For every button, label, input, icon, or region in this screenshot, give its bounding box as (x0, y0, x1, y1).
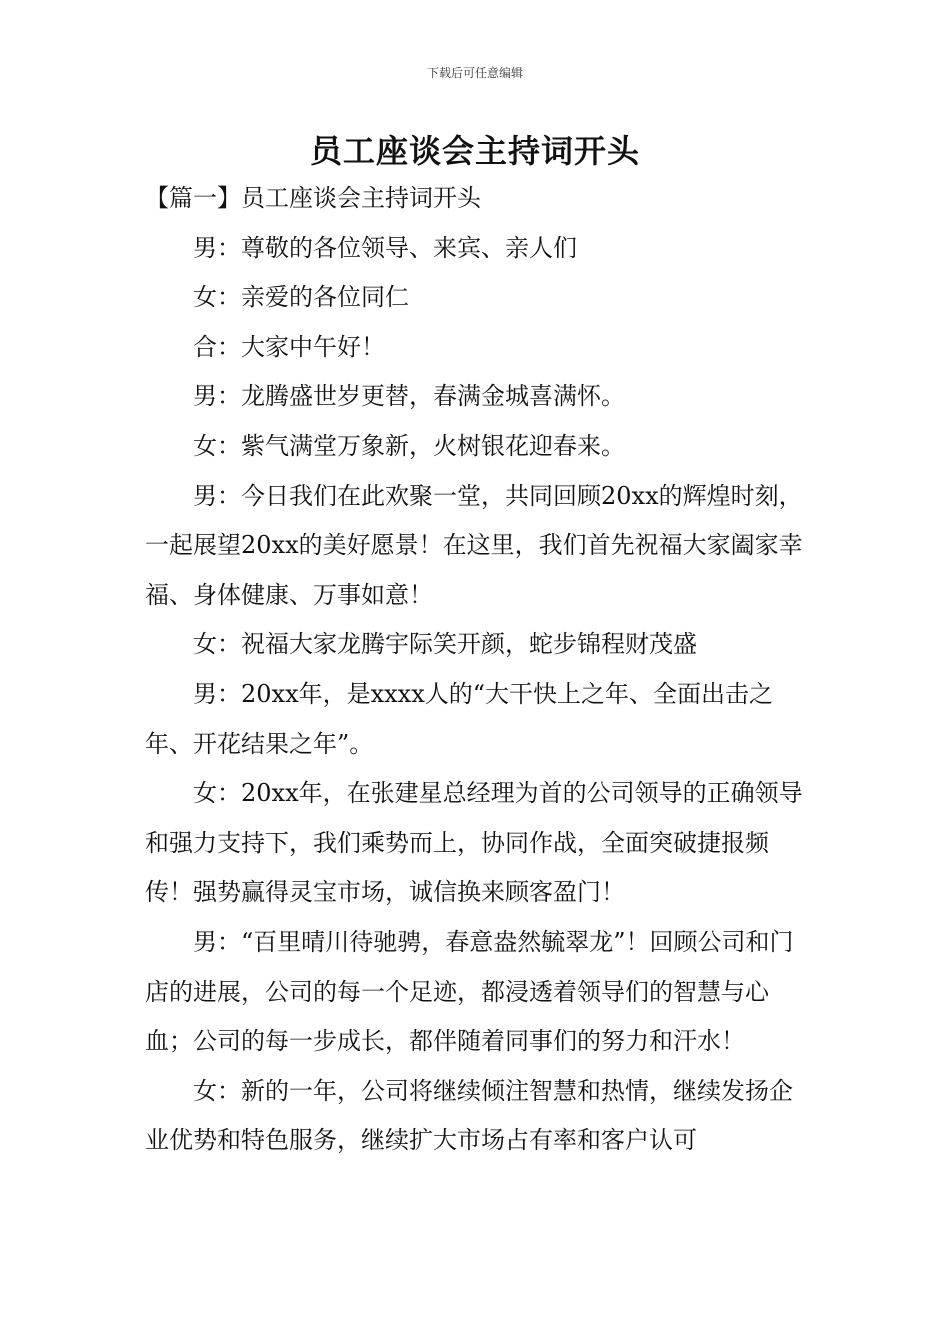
paragraph: 女：紫气满堂万象新，火树银花迎春来。 (193, 431, 625, 460)
paragraph: 女：亲爱的各位同仁 (193, 283, 409, 312)
paragraph: 男：20xx年，是xxxx人的“大干快上之年、全面出击之年、开花结果之年”。 (145, 679, 774, 758)
paragraph: 女：祝福大家龙腾宇际笑开颜，蛇步锦程财茂盛 (193, 630, 697, 659)
section-heading: 【篇一】员工座谈会主持词开头 (145, 184, 481, 212)
header-note: 下载后可任意编辑 (426, 66, 523, 80)
document-body (145, 174, 815, 1166)
paragraph: 男：“百里晴川待驰骋，春意盎然毓翠龙”！回顾公司和门店的进展，公司的每一个足迹，都浸透着领导们的智慧与心血；公司的每一步成长，都伴随着同事们的努力和汗水！ (145, 927, 794, 1056)
paragraph: 合：大家中午好！ (193, 332, 385, 361)
paragraph: 女：新的一年，公司将继续倾注智慧和热情，继续发扬企业优势和特色服务，继续扩大市场占有率和客户认可 (145, 1076, 793, 1155)
paragraph: 男：今日我们在此欢聚一堂，共同回顾20xx的辉煌时刻，一起展望20xx的美好愿景！在这里，我们首先祝福大家阖家幸福、身体健康、万事如意！ (145, 481, 803, 609)
paragraph: 男：尊敬的各位领导、来宾、亲人们 (193, 233, 577, 262)
paragraph: 女：20xx年，在张建星总经理为首的公司领导的正确领导和强力支持下，我们乘势而上，协同作战，全面突破捷报频传！强势赢得灵宝市场，诚信换来顾客盈门！ (145, 779, 803, 907)
paragraph: 男：龙腾盛世岁更替，春满金城喜满怀。 (193, 382, 625, 411)
document-title: 员工座谈会主持词开头 (309, 132, 640, 170)
